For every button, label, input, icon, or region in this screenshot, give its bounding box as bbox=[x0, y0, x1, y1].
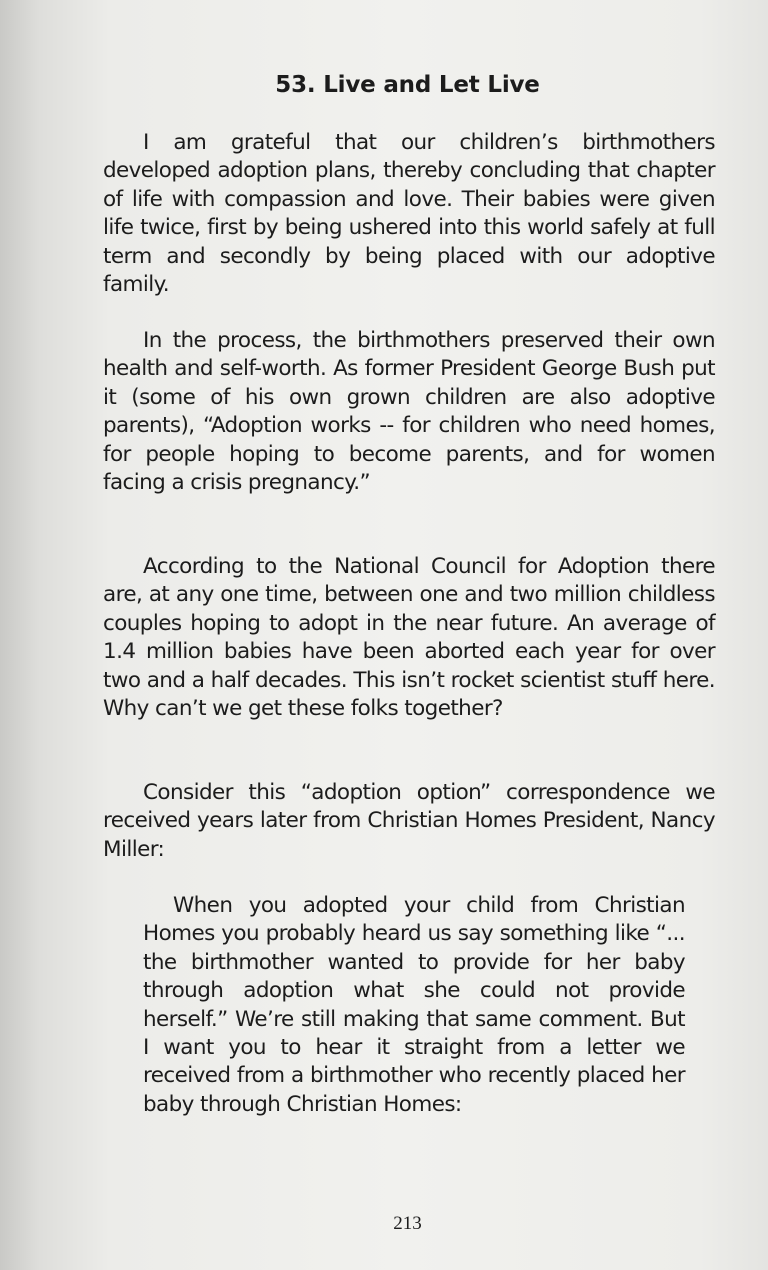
paragraph-gratitude bbox=[103, 129, 715, 299]
paragraph-statistics bbox=[103, 553, 715, 723]
paragraph-text: Consider this “adoption option” correspondence we received years later from Christian Homes President, Nancy Miller: bbox=[103, 780, 715, 862]
paragraph-process bbox=[103, 327, 715, 497]
chapter-title: 53. Live and Let Live bbox=[275, 72, 540, 98]
paragraph-text: In the process, the birthmothers preserved their own health and self-worth. As former President George Bush put it (some of his own grown children are also adoptive parents), “Adoption works -- for children who need homes, for people hoping to become parents, and for women facing a crisis pregnancy.” bbox=[103, 328, 715, 496]
quote-text: When you adopted your child from Christian Homes you probably heard us say something like “... the birthmother wanted to provide for her baby through adoption what she could not provide herself.” We’re still making that same comment. But I want you to hear it straight from a letter we received from a birthmother who recently placed her baby through Christian Homes: bbox=[143, 893, 685, 1117]
paragraph-text: According to the National Council for Adoption there are, at any one time, between one and two million childless couples hoping to adopt in the near future. An average of 1.4 million babies have been aborted each year for over two and a half decades. This isn’t rocket scientist stuff here. Why can’t we get these folks together? bbox=[103, 554, 715, 722]
page-number: 213 bbox=[393, 1213, 422, 1234]
correspondence-quote bbox=[143, 892, 685, 1119]
paragraph-correspondence-intro bbox=[103, 779, 715, 864]
paragraph-text: I am grateful that our children’s birthmothers developed adoption plans, thereby concluding that chapter of life with compassion and love. Their babies were given life twice, first by being ushered into this world safely at full term and secondly by being placed with our adoptive family. bbox=[103, 130, 715, 298]
